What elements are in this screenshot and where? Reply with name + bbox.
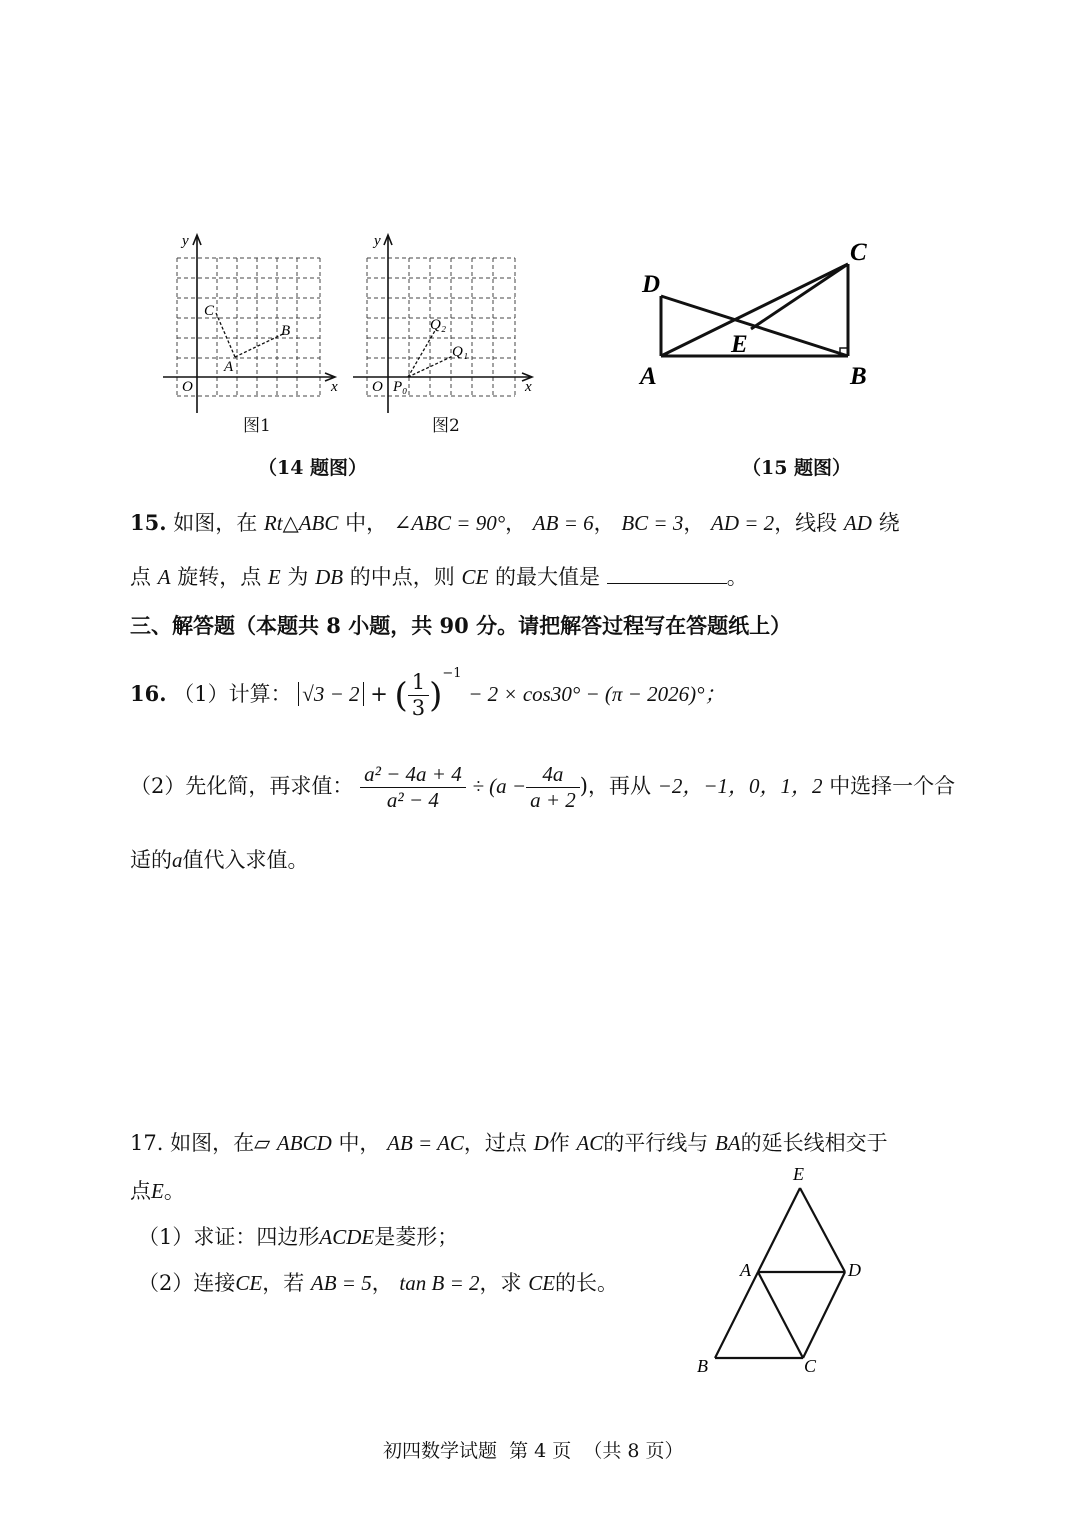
- g1-y-label: y: [182, 233, 189, 249]
- f15-e-label: E: [731, 331, 748, 358]
- g1-a-label: A: [224, 359, 234, 375]
- fig14-graph1: [155, 225, 350, 420]
- fig14-graph1-caption: 图1: [243, 416, 271, 436]
- q15-line1: 15. 如图，在 Rt△ABC 中， ∠ABC = 90°， AB = 6， BC = 3， AD = 2，线段 AD 绕: [130, 510, 900, 535]
- g2-y-label: y: [374, 233, 381, 249]
- fig14-caption: （14 题图）: [258, 457, 368, 479]
- f17-b-label: B: [697, 1356, 708, 1376]
- q17-part1: （1）求证：四边形ACDE是菱形；: [138, 1225, 459, 1249]
- f15-a-label: A: [640, 363, 657, 390]
- g2-q2-label: Q₂: [430, 317, 447, 333]
- f15-b-label: B: [850, 363, 867, 390]
- g1-o-label: O: [182, 379, 193, 395]
- g1-x-label: x: [331, 379, 338, 395]
- q16-part1: 16. （1）计算： √3 − 2 + ( $\frac{1}{3}$ )$^{-1}$ − 2 × cos30° − (π − 2026)°；: [130, 666, 726, 721]
- q15-line2: 点 A 旋转，点 E 为 DB 的中点，则 CE 的最大值是 。: [130, 565, 748, 589]
- fig15-diagram: [625, 232, 885, 397]
- q17-part2: （2）连接CE，若 AB = 5， tan B = 2，求 CE的长。: [138, 1271, 619, 1295]
- g2-x-label: x: [525, 379, 532, 395]
- f17-e-label: E: [793, 1164, 804, 1184]
- fig14-graph2-caption: 图2: [432, 416, 460, 436]
- q17-line1: 17. 如图，在▱ ABCD 中， AB = AC，过点 D作 AC的平行线与 BA的延长线相交于: [130, 1131, 888, 1155]
- fig15-caption: （15 题图）: [742, 457, 852, 479]
- f15-d-label: D: [642, 271, 661, 298]
- f17-c-label: C: [804, 1356, 817, 1376]
- q17-line2: 点E。: [130, 1179, 185, 1203]
- f17-a-label: A: [740, 1260, 751, 1280]
- page-footer: 初四数学试题 第 4 页 （共 8 页）: [383, 1440, 684, 1462]
- section3-heading: 三、解答题（本题共 8 小题，共 90 分。请把解答过程写在答题纸上）: [130, 613, 792, 638]
- g2-p0-label: P₀: [393, 379, 408, 395]
- answer-blank[interactable]: [607, 565, 727, 584]
- g1-c-label: C: [204, 303, 215, 319]
- g2-q1-label: Q₁: [452, 344, 469, 360]
- g1-b-label: B: [281, 323, 291, 339]
- fig14-graph2: [345, 225, 545, 420]
- q16-part2-line2: 适的a值代入求值。: [130, 848, 309, 872]
- q16-part2: （2）先化简，再求值： $\frac{\text{a² − 4a + 4}}{\text{a² − 4}}$ ÷ (a − $\frac{4a}{a + 2}$ )，再从 −2，−1，0，1，2 中选择一个合: [130, 762, 956, 813]
- g2-o-label: O: [372, 379, 383, 395]
- f15-c-label: C: [850, 239, 867, 266]
- fig17-diagram: [690, 1158, 880, 1383]
- f17-d-label: D: [848, 1260, 861, 1280]
